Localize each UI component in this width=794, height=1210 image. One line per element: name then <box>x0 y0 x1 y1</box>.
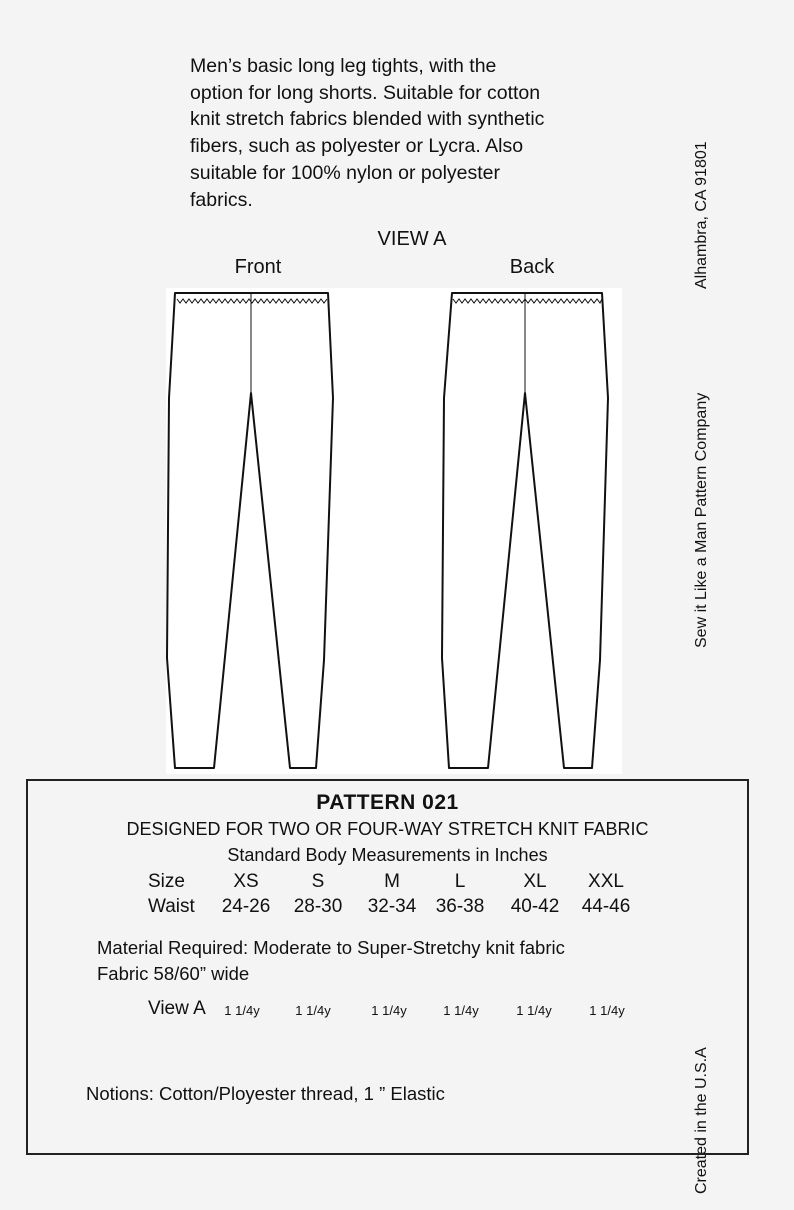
fabric-designation: DESIGNED FOR TWO OR FOUR-WAY STRETCH KNIT FABRIC <box>126 819 649 839</box>
view-a-yardage-label: View A <box>148 998 206 1019</box>
front-tights-outline <box>167 293 333 768</box>
back-view-label: Back <box>509 256 555 278</box>
size-cell: XS <box>233 871 259 892</box>
waist-cell: 28-30 <box>293 896 343 917</box>
waist-cell: 32-34 <box>367 896 417 917</box>
waist-cell: 44-46 <box>581 896 631 917</box>
material-required: Material Required: Moderate to Super-Stretchy knit fabric <box>97 937 565 958</box>
yardage-cell: 1 1/4y <box>443 1003 479 1018</box>
yardage-cell: 1 1/4y <box>589 1003 625 1018</box>
pattern-info-box <box>26 779 749 1155</box>
front-tights-drawing <box>167 293 333 768</box>
front-view-label: Front <box>234 256 282 278</box>
made-in-label: Created in the U.S.A <box>693 1047 710 1194</box>
yardage-cell: 1 1/4y <box>224 1003 260 1018</box>
yardage-cell: 1 1/4y <box>371 1003 407 1018</box>
size-cell: M <box>384 871 400 892</box>
size-cell: L <box>454 871 466 892</box>
company-name: Sew it Like a Man Pattern Company <box>693 392 710 648</box>
waist-row-label: Waist <box>148 896 195 917</box>
size-cell: XL <box>523 871 547 892</box>
back-waistband-zigzag <box>453 299 602 303</box>
size-cell: S <box>311 871 325 892</box>
back-tights-drawing <box>442 293 608 768</box>
company-address: Alhambra, CA 91801 <box>693 141 710 289</box>
waist-cell: 36-38 <box>435 896 485 917</box>
view-a-title: VIEW A <box>377 228 447 250</box>
front-waistband-zigzag <box>177 299 327 303</box>
fabric-width: Fabric 58/60” wide <box>97 963 250 984</box>
pattern-number-title: PATTERN 021 <box>316 791 459 814</box>
pattern-description: Men’s basic long leg tights, with the option for long shorts. Suitable for cotton knit stretch fabrics blended with synthetic fibers, such as polyester or Lycra. Also suitable for 100% nylon or polyester fabrics. <box>190 55 545 211</box>
notions-text: Notions: Cotton/Ployester thread, 1 ” Elastic <box>86 1083 445 1104</box>
waist-cell: 40-42 <box>510 896 560 917</box>
waist-cell: 24-26 <box>221 896 271 917</box>
yardage-cell: 1 1/4y <box>516 1003 552 1018</box>
tights-technical-drawing <box>166 288 622 774</box>
size-cell: XXL <box>588 871 624 892</box>
yardage-cell: 1 1/4y <box>295 1003 331 1018</box>
size-row-label: Size <box>148 871 185 892</box>
measurements-heading: Standard Body Measurements in Inches <box>227 845 548 865</box>
